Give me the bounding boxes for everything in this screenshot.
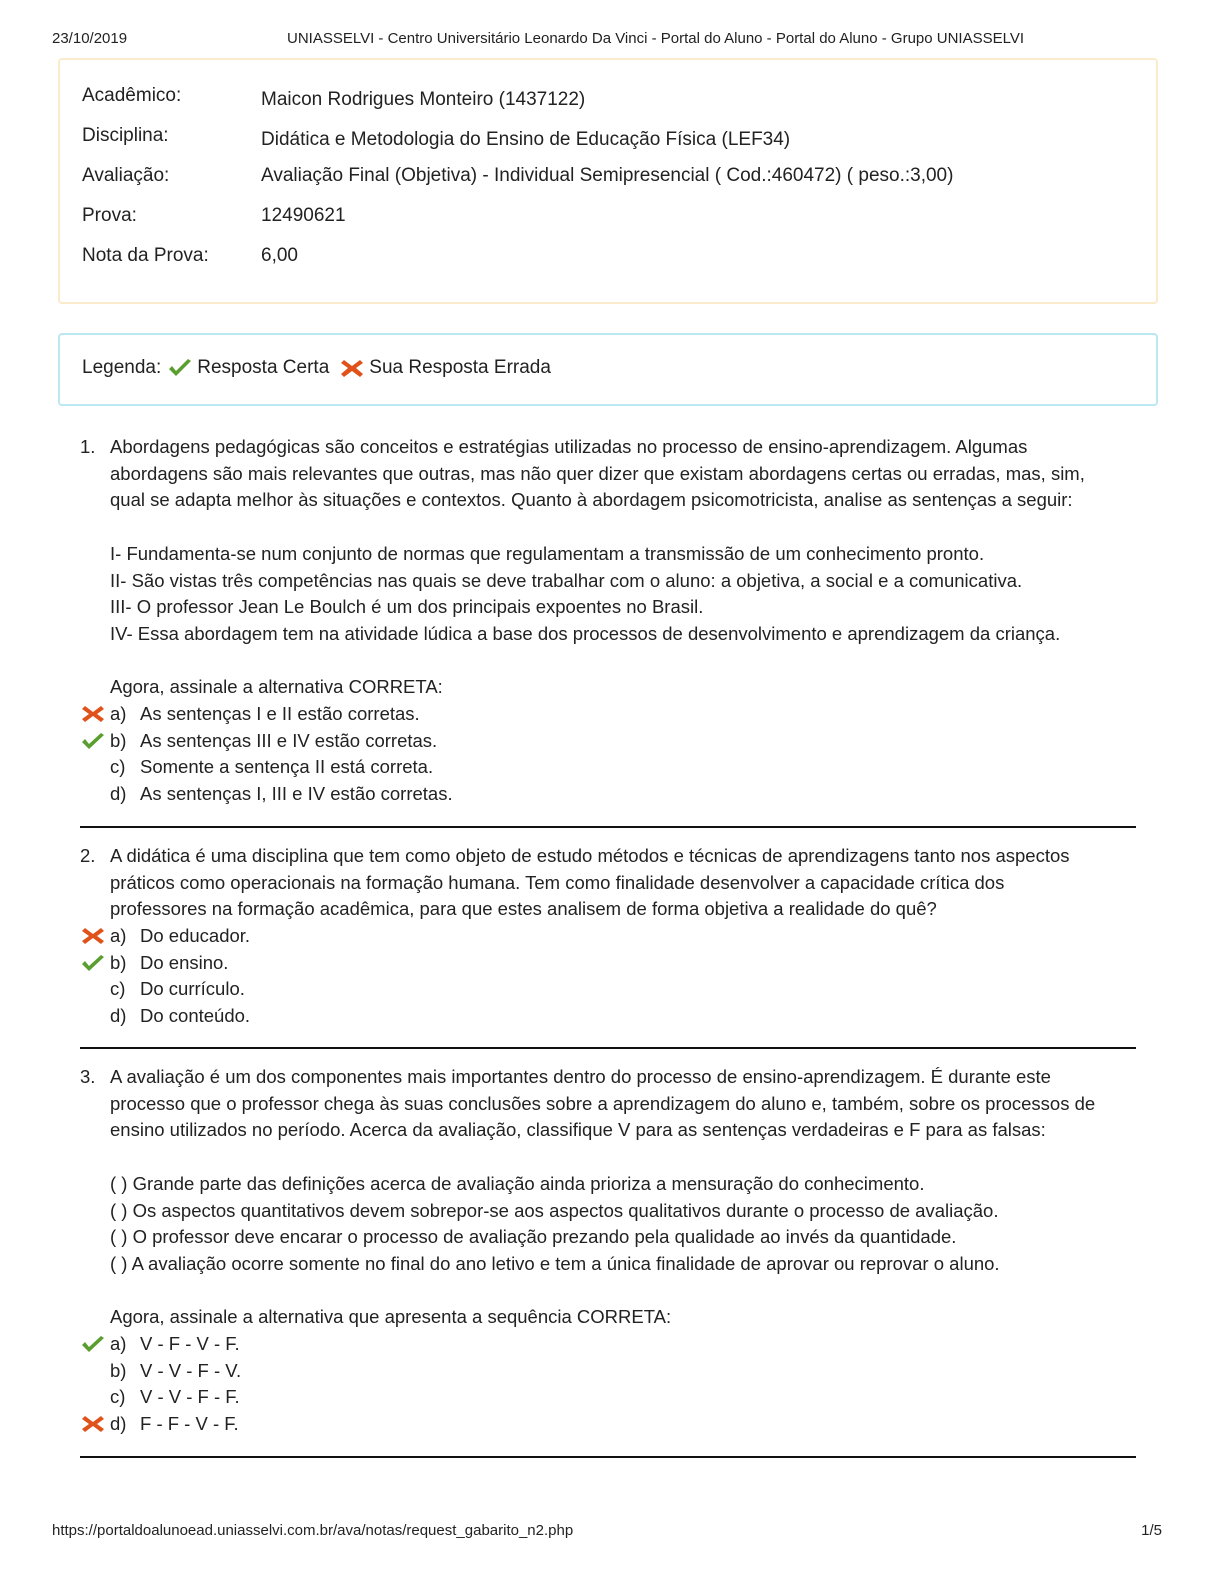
question-stem-line: professores na formação acadêmica, para que estes analisem de forma objetiva a realidade do quê?: [110, 898, 937, 920]
statement-line: IV- Essa abordagem tem na atividade lúdica a base dos processos de desenvolvimento e aprendizagem da criança.: [110, 622, 1061, 644]
option-letter: d): [110, 783, 127, 805]
option-text: Do currículo.: [140, 978, 245, 1000]
question-1: [80, 434, 1140, 808]
legend-row: [82, 357, 551, 379]
answer-option-c: [110, 754, 1140, 781]
cross-icon: [339, 357, 365, 379]
answer-option-a: [110, 923, 1140, 950]
option-text: As sentenças I, III e IV estão corretas.: [140, 783, 453, 805]
option-letter: c): [110, 756, 126, 778]
option-text: F - F - V - F.: [140, 1413, 239, 1435]
option-text: As sentenças I e II estão corretas.: [140, 703, 420, 724]
question-number: 1.: [80, 436, 96, 457]
option-text: Do conteúdo.: [140, 1005, 251, 1027]
disciplina-label: Disciplina:: [82, 125, 169, 146]
option-letter: a): [110, 703, 127, 724]
statement-line: III- O professor Jean Le Boulch é um dos principais expoentes no Brasil.: [110, 596, 704, 618]
question-divider: [80, 826, 1136, 828]
option-letter: c): [110, 978, 126, 1000]
statement-line: ( ) Os aspectos quantitativos devem sobrepor-se aos aspectos qualitativos durante o processo de avaliação.: [110, 1199, 999, 1221]
question-stem-line: qual se adapta melhor às situações e contextos. Quanto à abordagem psicomotricista, analise as sentenças a seguir:: [110, 489, 1073, 511]
option-text: V - V - F - F.: [140, 1386, 240, 1408]
answer-option-c: [110, 976, 1140, 1003]
answer-option-b: [110, 1358, 1140, 1385]
legend-label: Legenda:: [82, 357, 162, 378]
answer-option-a: [110, 1331, 1140, 1358]
statement-line: II- São vistas três competências nas quais se deve trabalhar com o aluno: a objetiva, a social e a comunicativa.: [110, 569, 1023, 591]
option-text: As sentenças III e IV estão corretas.: [140, 729, 438, 751]
option-letter: b): [110, 1359, 127, 1381]
print-header: [52, 30, 1172, 50]
question-stem-line: A didática é uma disciplina que tem como objeto de estudo métodos e técnicas de aprendizagens tanto nos aspectos: [110, 845, 1070, 866]
question-stem-line: ensino utilizados no período. Acerca da avaliação, classifique V para as sentenças verdadeiras e F para as falsas:: [110, 1119, 1046, 1141]
answer-option-d: [110, 781, 1140, 808]
question-prompt: Agora, assinale a alternativa CORRETA:: [110, 676, 443, 698]
check-icon: [167, 357, 193, 379]
check-icon: [80, 731, 106, 751]
question-number: 2.: [80, 845, 96, 866]
legend-panel: [58, 333, 1158, 406]
legend-correct-text: Resposta Certa: [197, 357, 330, 378]
cross-icon: [80, 1414, 106, 1434]
page-url: https://portaldoalunoead.uniasselvi.com.br/ava/notas/request_gabarito_n2.php: [52, 1522, 574, 1539]
option-text: Do educador.: [140, 925, 251, 947]
option-letter: d): [110, 1005, 127, 1027]
option-letter: c): [110, 1386, 126, 1408]
statement-line: I- Fundamenta-se num conjunto de normas que regulamentam a transmissão de um conhecimento pronto.: [110, 542, 985, 564]
prova-value: 12490621: [261, 205, 346, 226]
question-divider: [80, 1456, 1136, 1458]
question-stem-line: processo que o professor chega às suas conclusões sobre a aprendizagem do aluno e, também, sobre os processos de: [110, 1092, 1096, 1114]
cross-icon: [80, 704, 106, 724]
page-number: 1/5: [1141, 1522, 1162, 1539]
question-stem-line: A avaliação é um dos componentes mais importantes dentro do processo de ensino-aprendizagem. É durante este: [110, 1066, 1051, 1087]
option-letter: a): [110, 1333, 127, 1354]
disciplina-value: Didática e Metodologia do Ensino de Educação Física (LEF34): [261, 129, 791, 150]
print-date: 23/10/2019: [52, 30, 128, 47]
avaliacao-value: Avaliação Final (Objetiva) - Individual Semipresencial ( Cod.:460472) ( peso.:3,00): [261, 165, 954, 186]
avaliacao-label: Avaliação:: [82, 165, 170, 186]
option-text: Do ensino.: [140, 951, 229, 973]
option-letter: d): [110, 1413, 127, 1435]
question-2: [80, 843, 1140, 1030]
nota-label: Nota da Prova:: [82, 245, 209, 266]
statement-line: ( ) O professor deve encarar o processo de avaliação prezando pela qualidade ao invés da quantidade.: [110, 1226, 957, 1248]
answer-option-d: [110, 1411, 1140, 1438]
exam-info-panel: [58, 58, 1158, 304]
check-icon: [80, 953, 106, 973]
statement-line: ( ) Grande parte das definições acerca de avaliação ainda prioriza a mensuração do conhecimento.: [110, 1172, 925, 1194]
answer-option-c: [110, 1384, 1140, 1411]
answer-option-b: [110, 950, 1140, 977]
check-icon: [80, 1334, 106, 1354]
option-letter: a): [110, 925, 127, 947]
nota-value: 6,00: [261, 245, 298, 266]
academico-value: Maicon Rodrigues Monteiro (1437122): [261, 89, 586, 110]
academico-label: Acadêmico:: [82, 85, 182, 106]
option-text: V - V - F - V.: [140, 1359, 242, 1381]
question-stem-line: abordagens são mais relevantes que outras, mas não quer dizer que existam abordagens certas ou erradas, mas, sim,: [110, 462, 1085, 484]
answer-option-d: [110, 1003, 1140, 1030]
prova-label: Prova:: [82, 205, 137, 226]
question-stem-line: práticos como operacionais na formação humana. Tem como finalidade desenvolver a capacidade crítica dos: [110, 871, 1005, 893]
question-prompt: Agora, assinale a alternativa que apresenta a sequência CORRETA:: [110, 1306, 672, 1328]
answer-option-b: [110, 728, 1140, 755]
question-number: 3.: [80, 1066, 96, 1087]
option-letter: b): [110, 951, 127, 973]
option-text: V - F - V - F.: [140, 1333, 240, 1354]
cross-icon: [80, 926, 106, 946]
print-page-title: UNIASSELVI - Centro Universitário Leonardo Da Vinci - Portal do Aluno - Portal do Aluno - Grupo UNIASSELVI: [287, 30, 1025, 47]
legend-wrong-text: Sua Resposta Errada: [369, 357, 551, 378]
statement-line: ( ) A avaliação ocorre somente no final do ano letivo e tem a única finalidade de aprovar ou reprovar o aluno.: [110, 1252, 1000, 1274]
option-letter: b): [110, 729, 127, 751]
question-stem-line: Abordagens pedagógicas são conceitos e estratégias utilizadas no processo de ensino-aprendizagem. Algumas: [110, 436, 1028, 457]
answer-option-a: [110, 701, 1140, 728]
option-text: Somente a sentença II está correta.: [140, 756, 434, 778]
question-divider: [80, 1047, 1136, 1049]
question-3: [80, 1064, 1140, 1438]
